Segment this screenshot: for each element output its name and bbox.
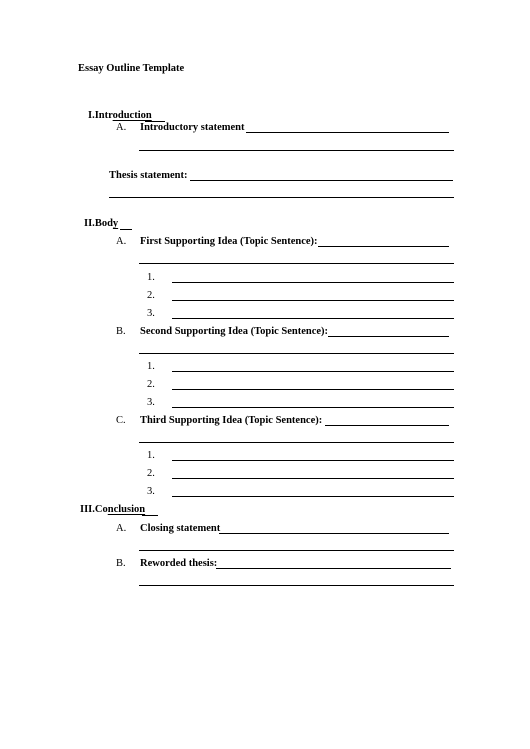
- section-numeral: III.: [80, 504, 95, 515]
- answer-line[interactable]: [139, 263, 454, 264]
- item-label-closing-statement: Closing statement: [140, 523, 221, 534]
- sub-item-number: 1.: [147, 450, 155, 461]
- answer-line[interactable]: [172, 389, 454, 390]
- heading-underline-extension: [142, 515, 158, 516]
- sub-item-number: 2.: [147, 379, 155, 390]
- answer-line[interactable]: [318, 246, 449, 247]
- answer-line[interactable]: [246, 132, 449, 133]
- section-heading-introduction: [88, 110, 152, 122]
- item-label-third-supporting-idea: Third Supporting Idea (Topic Sentence):: [140, 415, 323, 426]
- answer-line[interactable]: [172, 407, 454, 408]
- answer-line[interactable]: [139, 550, 454, 551]
- section-heading-text: Intr: [94, 110, 113, 121]
- page-title: Essay Outline Template: [78, 63, 185, 74]
- answer-line[interactable]: [172, 371, 454, 372]
- answer-line[interactable]: [219, 533, 449, 534]
- section-heading-body: [84, 218, 118, 230]
- sub-item-number: 3.: [147, 308, 155, 319]
- answer-line[interactable]: [325, 425, 449, 426]
- answer-line[interactable]: [216, 568, 451, 569]
- answer-line[interactable]: [139, 442, 454, 443]
- section-heading-text-underlined: oduction: [112, 110, 152, 121]
- section-heading-text: Bod: [94, 218, 113, 229]
- sub-item-number: 2.: [147, 290, 155, 301]
- item-label-first-supporting-idea: First Supporting Idea (Topic Sentence):: [140, 236, 318, 247]
- sub-item-number: 1.: [147, 361, 155, 372]
- item-label-second-supporting-idea: Second Supporting Idea (Topic Sentence):: [140, 326, 329, 337]
- section-numeral: II.: [84, 218, 95, 229]
- item-label-thesis-statement: Thesis statement:: [109, 170, 188, 181]
- item-letter: A.: [116, 523, 127, 534]
- item-label-introductory-statement: Introductory statement: [140, 122, 245, 133]
- heading-underline-extension: [120, 229, 132, 230]
- answer-line[interactable]: [139, 150, 454, 151]
- answer-line[interactable]: [172, 282, 454, 283]
- section-heading-text-underlined: nclusion: [107, 504, 146, 515]
- item-letter: A.: [116, 122, 127, 133]
- answer-line[interactable]: [172, 478, 454, 479]
- answer-line[interactable]: [328, 336, 449, 337]
- section-heading-text-underlined: y: [112, 218, 119, 229]
- answer-line[interactable]: [139, 353, 454, 354]
- answer-line[interactable]: [172, 496, 454, 497]
- answer-line[interactable]: [139, 585, 454, 586]
- answer-line[interactable]: [190, 180, 453, 181]
- item-letter: A.: [116, 236, 127, 247]
- section-heading-conclusion: [80, 504, 145, 516]
- item-letter: B.: [116, 558, 126, 569]
- answer-line[interactable]: [172, 460, 454, 461]
- sub-item-number: 1.: [147, 272, 155, 283]
- section-heading-text: Co: [94, 504, 108, 515]
- answer-line[interactable]: [172, 318, 454, 319]
- item-letter: B.: [116, 326, 126, 337]
- item-label-reworded-thesis: Reworded thesis:: [140, 558, 218, 569]
- sub-item-number: 2.: [147, 468, 155, 479]
- item-letter: C.: [116, 415, 126, 426]
- answer-line[interactable]: [109, 197, 454, 198]
- answer-line[interactable]: [172, 300, 454, 301]
- sub-item-number: 3.: [147, 397, 155, 408]
- sub-item-number: 3.: [147, 486, 155, 497]
- section-numeral: I.: [88, 110, 95, 121]
